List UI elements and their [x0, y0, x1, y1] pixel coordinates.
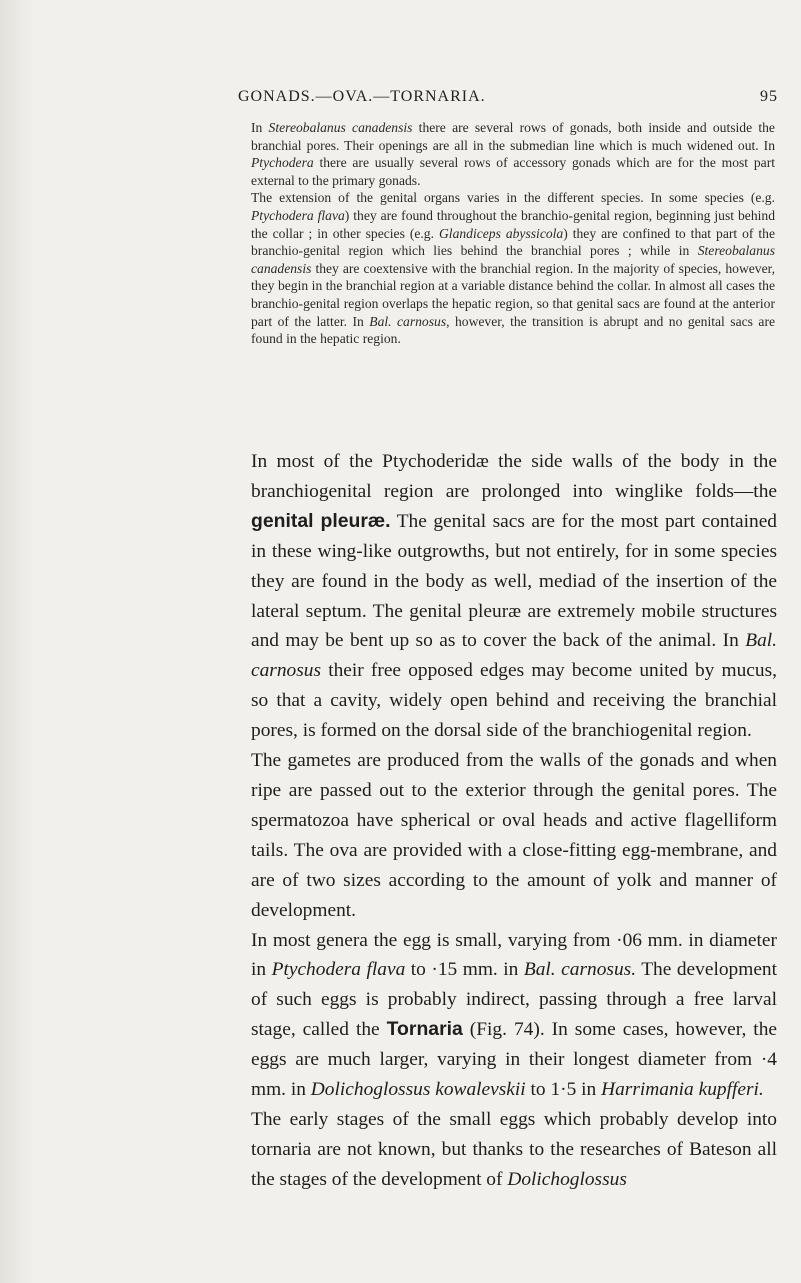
species-name: Bal. carnosus [369, 313, 447, 329]
bold-term: Tornaria [386, 1018, 463, 1041]
species-name: Bal. carnosus [251, 630, 777, 682]
text-run: , however, the transition is abrupt and no genital sacs are found in the hepatic region. [251, 313, 776, 347]
text-run: The gametes are produced from the walls of the gonads and when ripe are passed out to the exterior through the genital pores. The spermatozoa have spherical or oval heads and active flagelliform tails. The ova are provided with a close-fitting egg-membrane, and are of two sizes according to the amount of yolk and manner of development. [251, 750, 777, 921]
text-run: they are coextensive with the branchial region. In the majority of species, however, they begin in the branchial region at a variable distance behind the collar. In almost all cases the branchio-genital region overlaps the hepatic region, so that genital sacs are found at the anterior part of the latter. In [251, 260, 775, 329]
species-name: Glandiceps abyssicola [438, 225, 564, 241]
text-run: (Fig. 74). In some cases, however, the eggs are much larger, varying in their longest diameter from ·4 mm. in [251, 1019, 777, 1101]
small-print-section [251, 119, 775, 348]
text-run: In [251, 120, 269, 135]
text-run: The early stages of the small eggs which probably develop into tornaria are not known, but thanks to the researches of Bateson all the stages of the development of [251, 1108, 777, 1190]
running-title: GONADS.—OVA.—TORNARIA. [238, 88, 486, 105]
species-name: Stereobalanus canadensis [251, 243, 775, 276]
text-run: ) they are confined to that part of the branchio-genital region which lies behind the branchial pores ; while in [251, 225, 776, 259]
paragraph-gametes [251, 746, 777, 925]
page-gutter-shadow [0, 0, 34, 1283]
species-name: Stereobalanus canadensis [268, 120, 413, 135]
species-name: Bal. carnosus. [523, 959, 637, 981]
species-name: Dolichoglossus [507, 1168, 627, 1190]
text-run: there are several rows of gonads, both inside and outside the branchial pores. Their openings are all in the submedian line which is much widened out. In [251, 120, 775, 153]
species-name: Ptychodera flava [271, 959, 406, 981]
species-name: Harrimania kupfferi. [601, 1079, 764, 1101]
text-run: The extension of the genital organs varies in the different species. In some species (e.g. [251, 190, 775, 206]
paragraph-egg-size [251, 926, 777, 1105]
text-run: to ·15 mm. in [405, 959, 524, 981]
bold-term: genital pleuræ. [251, 509, 391, 532]
species-name: Dolichoglossus kowalevskii [310, 1079, 526, 1101]
text-run: The development of such eggs is probably indirect, passing through a free larval stage, called the [251, 959, 778, 1041]
small-paragraph-2 [251, 189, 775, 347]
species-name: Ptychodera [251, 155, 314, 171]
main-text-section [251, 447, 777, 1195]
text-run: to 1·5 in [525, 1079, 602, 1101]
text-run: there are usually several rows of accessory gonads which are for the most part external to the primary gonads. [251, 155, 775, 188]
text-run: The genital sacs are for the most part contained in these wing-like outgrowths, but not entirely, for in some species they are found in the body as well, mediad of the insertion of the lateral septum. The genital pleuræ are extremely mobile structures and may be bent up so as to cover the back of the animal. In [251, 510, 777, 652]
paragraph-genital-pleurae [251, 447, 777, 746]
text-run: In most of the Ptychoderidæ the side walls of the body in the branchiogenital region are prolonged into winglike folds—the [251, 451, 777, 502]
small-paragraph-1 [251, 119, 775, 189]
text-run: ) they are found throughout the branchio-genital region, beginning just behind the collar ; in other species (e.g. [251, 207, 775, 241]
page-number: 95 [760, 88, 778, 105]
species-name: Ptychodera flava [251, 207, 345, 223]
text-run: In most genera the egg is small, varying from ·06 mm. in diameter in [251, 929, 777, 981]
text-run: their free opposed edges may become united by mucus, so that a cavity, widely open behind and receiving the branchial pores, is formed on the dorsal side of the branchiogenital region. [251, 660, 777, 742]
paragraph-development [251, 1105, 777, 1195]
